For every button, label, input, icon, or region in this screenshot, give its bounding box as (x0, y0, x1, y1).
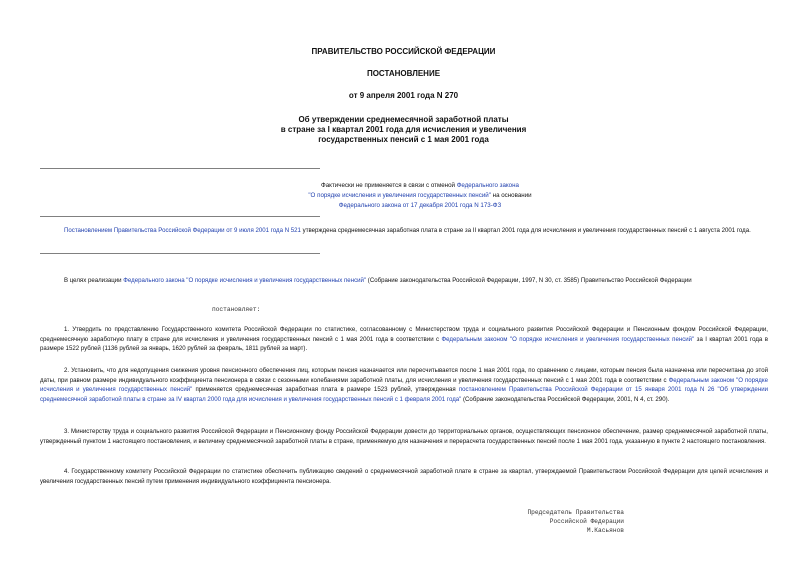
title-line: в стране за I квартал 2001 года для исчисления и увеличения (280, 125, 527, 134)
federal-law-link[interactable]: Федерального закона (456, 182, 519, 189)
notice-paragraph: Постановлением Правительства Российской Федерации от 9 июля 2001 года N 521 утверждена среднемесячная заработная плата в стране за II квартал 2001 года для исчисления и увеличения государственных пенсий с 1 августа 2001 года. (64, 227, 751, 234)
signature-block (520, 508, 624, 535)
note-line: "О порядке исчисления и увеличения государственных пенсий" на основании (308, 192, 532, 199)
validity-note (230, 181, 610, 211)
pension-law-link[interactable]: Федеральным законом "О порядке исчисления и увеличения государственных пенсий" (40, 376, 768, 394)
document-title (0, 115, 807, 145)
resolution-26-link[interactable]: постановлением Правительства Российской Федерации от 15 января 2001 года N 26 "Об утверждении среднемесячной заработной платы в стране за IV квартал 2000 года для исчисления и увеличения государственных пенсий с 1 февраля 2001 года" (40, 386, 768, 403)
government-heading: ПРАВИТЕЛЬСТВО РОССИЙСКОЙ ФЕДЕРАЦИИ (311, 47, 496, 56)
signature-name: М.Касьянов (586, 527, 624, 534)
separator-line (40, 216, 320, 217)
note-line: Фактически не применяется в связи с отменой Федерального закона (321, 182, 519, 189)
intro-paragraph: В целях реализации Федерального закона "О порядке исчисления и увеличения государственных пенсий" (Собрание законодательства Российской Федерации, 1997, N 30, ст. 3585) Правительство Российской Федерации (64, 277, 692, 284)
separator-line (40, 253, 320, 254)
pension-law-link[interactable]: Федеральным законом "О порядке исчисления и увеличения государственных пенсий" (441, 335, 695, 343)
paragraph-4: 4. Государственному комитету Российской Федерации по статистике обеспечить публикацию сведений о среднемесячной заработной плате в стране за квартал, утверждаемой Правительством Российской Федерации для целей исчисления и увеличения государственных пенсий путем применения индивидуального коэффициента пенсионера. (40, 468, 768, 485)
document-date-number: от 9 апреля 2001 года N 270 (348, 91, 459, 100)
note-line[interactable]: Федерального закона от 17 декабря 2001 года N 173-ФЗ (338, 202, 502, 209)
paragraph-2: 2. Установить, что для недопущения снижения уровня пенсионного обеспечения лиц, которым пенсия назначается или пересчитывается после 1 мая 2001 года, по сравнению с лицами, которым пенсия была назначена или пересчитана до этой даты, при равном размере индивидуального коэффициента пенсионера в связи с сезонными колебаниями заработной платы, для исчисления и увеличения государственных пенсий с 1 мая 2001 года в соответствии с Федеральным законом "О порядке исчисления и увеличения государственных пенсий" применяется среднемесячная заработная плата в размере 1523 рублей, утвержденная постановлением Правительства Российской Федерации от 15 января 2001 года N 26 "Об утверждении среднемесячной заработной платы в стране за IV квартал 2000 года для исчисления и увеличения государственных пенсий с 1 февраля 2001 года" (Собрание законодательства Российской Федерации, 2001, N 4, ст. 290). (40, 367, 768, 403)
pension-law-link[interactable]: Федерального закона "О порядке исчисления и увеличения государственных пенсий" (123, 277, 367, 284)
document-type: ПОСТАНОВЛЕНИЕ (366, 69, 441, 78)
title-line: государственных пенсий с 1 мая 2001 года (318, 135, 489, 144)
pension-law-link[interactable]: "О порядке исчисления и увеличения государственных пенсий" (308, 192, 491, 199)
paragraph-3: 3. Министерству труда и социального развития Российской Федерации и Пенсионному фонду Российской Федерации довести до территориальных органов, осуществляющих пенсионное обеспечение, размер среднемесячной заработной платы, утвержденный пунктом 1 настоящего постановления, и величину среднемесячной заработной платы в стране, применяемую для назначения и перерасчета государственных пенсий после 1 мая 2001 года, указанную в пункте 2 настоящего постановления. (40, 428, 768, 445)
resolution-521-link[interactable]: Постановлением Правительства Российской Федерации от 9 июля 2001 года N 521 (64, 227, 301, 234)
decree-word: постановляет: (212, 306, 261, 313)
signature-org: Российской Федерации (549, 518, 624, 525)
paragraph-1: 1. Утвердить по представлению Государственного комитета Российской Федерации по статистике, согласованному с Министерством труда и социального развития Российской Федерации и Пенсионным фондом Российской Федерации, среднемесячную заработную плату в стране для исчисления и увеличения государственных пенсий с 1 мая 2001 года в соответствии с Федеральным законом "О порядке исчисления и увеличения государственных пенсий" за I квартал 2001 года в размере 1522 рублей (1136 рублей за январь, 1620 рублей за февраль, 1811 рублей за март). (40, 326, 768, 353)
separator-line (40, 168, 320, 169)
signature-position: Председатель Правительства (527, 509, 624, 516)
title-line: Об утверждении среднемесячной заработной платы (298, 115, 509, 124)
